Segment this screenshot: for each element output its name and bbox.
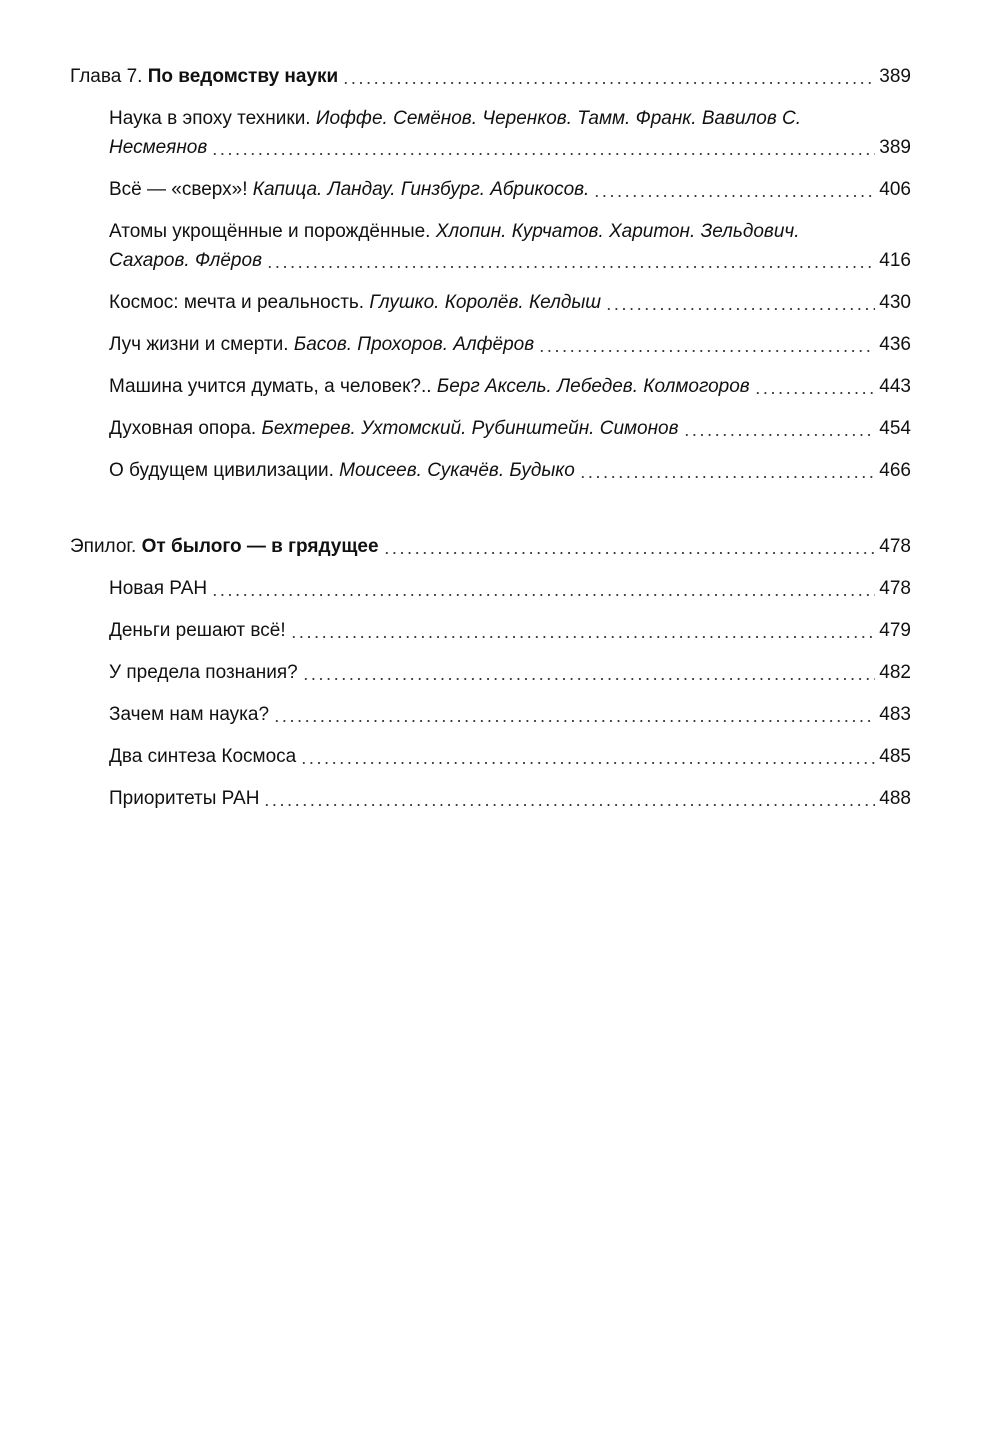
page-number: 454 (879, 418, 911, 439)
page-number: 436 (879, 334, 911, 355)
entry-line-2 (109, 133, 911, 162)
entry-text (109, 456, 575, 485)
page-number: 483 (879, 704, 911, 725)
page-number: 479 (879, 620, 911, 641)
entry-names-continued: Сахаров. Флёров (109, 250, 262, 271)
dot-leader (273, 720, 875, 722)
entry-names: Басов. Прохоров. Алфёров (293, 334, 535, 355)
toc-subentry[interactable] (70, 456, 911, 485)
page-number: 389 (879, 137, 911, 158)
entry-text (109, 330, 534, 359)
toc-section-chapter-7 (70, 62, 911, 485)
dot-leader (290, 636, 876, 638)
entry-topic: Луч жизни и смерти. (109, 334, 294, 355)
toc-subentry[interactable] (70, 330, 911, 359)
entry-line-1 (109, 104, 911, 133)
entry-topic: Приоритеты РАН (109, 788, 260, 809)
table-of-contents (70, 62, 911, 813)
entry-topic: Наука в эпоху техники. (109, 108, 316, 129)
toc-subentry[interactable] (70, 372, 911, 401)
entry-topic: Всё — «сверх»! (109, 179, 253, 200)
dot-leader (579, 476, 875, 478)
toc-subentry[interactable] (70, 288, 911, 317)
chapter-heading (70, 62, 338, 91)
entry-names: Глушко. Королёв. Келдыш (369, 292, 602, 313)
chapter-prefix: Глава 7. (70, 66, 143, 87)
page-number: 430 (879, 292, 911, 313)
chapter-title: По ведомству науки (147, 66, 339, 87)
dot-leader (538, 350, 875, 352)
toc-chapter-entry[interactable] (70, 62, 911, 91)
entry-topic: О будущем цивилизации. (109, 460, 340, 481)
entry-text (109, 175, 589, 204)
dot-leader (266, 266, 875, 268)
entry-names: Иоффе. Семёнов. Черенков. Тамм. Франк. Вавилов С. (315, 108, 802, 129)
page-number: 488 (879, 788, 911, 809)
entry-topic: Машина учится думать, а человек?.. (109, 376, 437, 397)
entry-line-2 (109, 246, 911, 275)
entry-topic: Новая РАН (109, 578, 208, 599)
entry-names: Бехтерев. Ухтомский. Рубинштейн. Симонов (261, 418, 679, 439)
entry-topic: Атомы укрощённые и порождённые. (109, 221, 436, 242)
entry-text (109, 414, 679, 443)
toc-subentry[interactable] (70, 217, 911, 275)
toc-subentry[interactable] (70, 658, 911, 687)
toc-subentry[interactable] (70, 616, 911, 645)
dot-leader (593, 195, 875, 197)
chapter-prefix: Эпилог. (70, 536, 137, 557)
entry-topic: Зачем нам наука? (109, 704, 270, 725)
toc-subentry[interactable] (70, 700, 911, 729)
entry-topic: Деньги решают всё! (109, 620, 286, 641)
entry-topic: Два синтеза Космоса (109, 746, 297, 767)
page-number: 478 (879, 578, 911, 599)
page-number: 482 (879, 662, 911, 683)
dot-leader (342, 82, 875, 84)
entry-topic: Духовная опора. (109, 418, 262, 439)
chapter-heading (70, 532, 379, 561)
entry-names: Моисеев. Сукачёв. Будыко (339, 460, 575, 481)
entry-names-continued: Несмеянов (109, 137, 208, 158)
page-number: 389 (879, 66, 911, 87)
page-number: 406 (879, 179, 911, 200)
toc-subentry[interactable] (70, 104, 911, 162)
page-number: 416 (879, 250, 911, 271)
entry-names: Берг Аксель. Лебедев. Колмогоров (436, 376, 750, 397)
page-number: 443 (879, 376, 911, 397)
dot-leader (211, 594, 875, 596)
dot-leader (263, 804, 875, 806)
entry-topic: Космос: мечта и реальность. (109, 292, 370, 313)
toc-subentry[interactable] (70, 784, 911, 813)
entry-line-1 (109, 217, 911, 246)
chapter-title: От былого — в грядущее (141, 536, 379, 557)
entry-topic: У предела познания? (109, 662, 298, 683)
toc-subentry[interactable] (70, 742, 911, 771)
entry-names: Капица. Ландау. Гинзбург. Абрикосов. (252, 179, 590, 200)
toc-chapter-entry[interactable] (70, 532, 911, 561)
dot-leader (302, 678, 876, 680)
dot-leader (300, 762, 875, 764)
dot-leader (211, 153, 875, 155)
dot-leader (605, 308, 875, 310)
dot-leader (383, 552, 876, 554)
dot-leader (754, 392, 876, 394)
page-number: 466 (879, 460, 911, 481)
toc-section-epilogue (70, 532, 911, 813)
entry-text (109, 288, 601, 317)
page-number: 485 (879, 746, 911, 767)
toc-subentry[interactable] (70, 175, 911, 204)
toc-subentry[interactable] (70, 414, 911, 443)
entry-names: Хлопин. Курчатов. Харитон. Зельдович. (435, 221, 800, 242)
dot-leader (683, 434, 876, 436)
toc-subentry[interactable] (70, 574, 911, 603)
entry-text (109, 372, 750, 401)
page-number: 478 (879, 536, 911, 557)
